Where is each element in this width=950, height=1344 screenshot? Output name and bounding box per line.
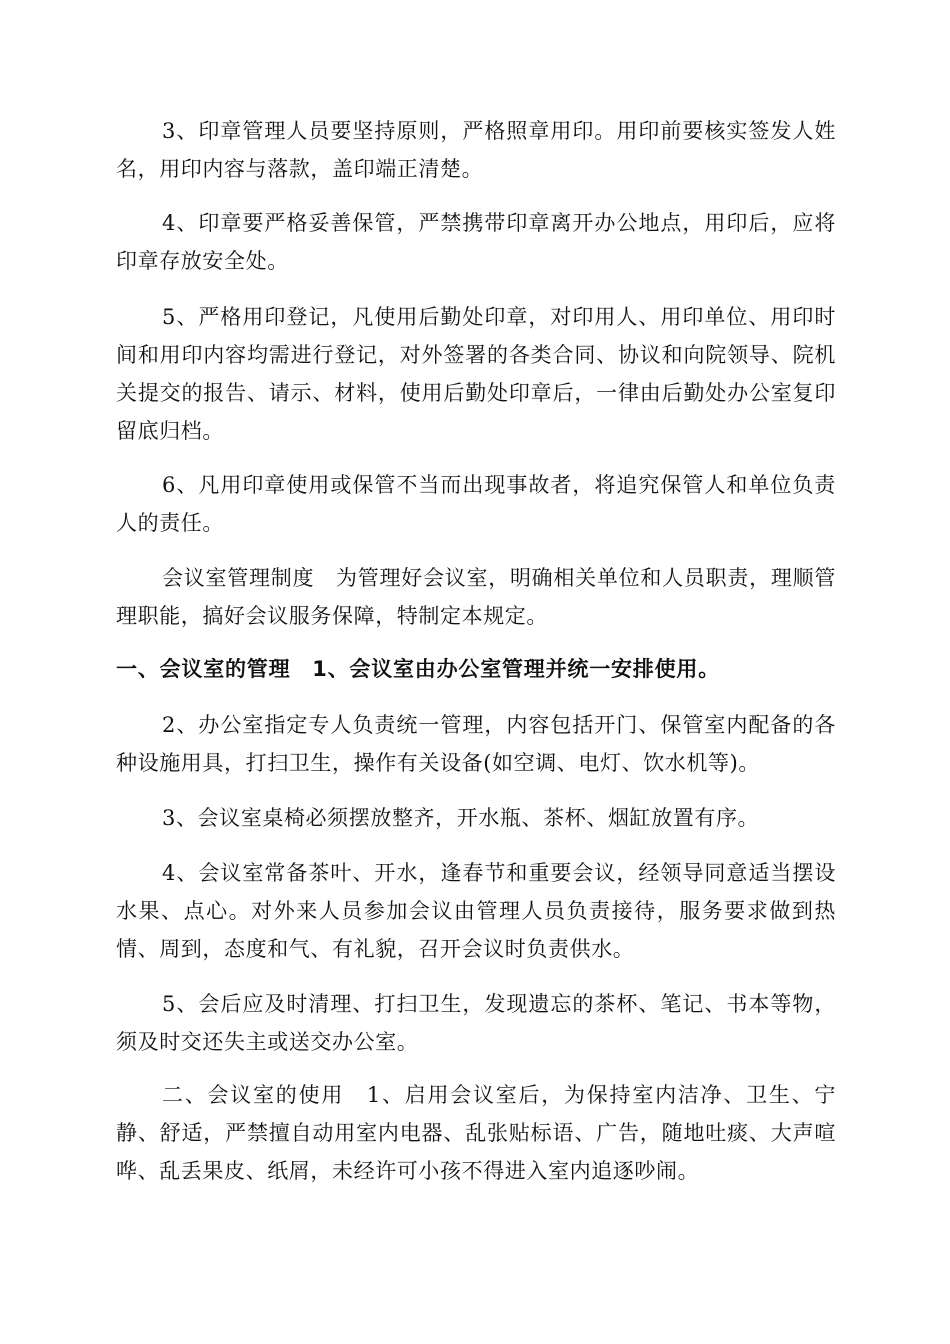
paragraph-seal-rule-4: 4、印章要严格妥善保管，严禁携带印章离开办公地点，用印后，应将印章存放安全处。 (116, 211, 836, 273)
paragraph-management-5: 5、会后应及时清理、打扫卫生，发现遗忘的茶杯、笔记、书本等物，须及时交还失主或送交办公室。 (116, 992, 836, 1054)
paragraph-seal-rule-6: 6、凡用印章使用或保管不当而出现事故者，将追究保管人和单位负责人的责任。 (116, 473, 836, 535)
section-heading-management: 一、会议室的管理 1、会议室由办公室管理并统一安排使用。 (116, 657, 721, 681)
paragraph-management-3: 3、会议室桌椅必须摆放整齐，开水瓶、茶杯、烟缸放置有序。 (162, 806, 760, 830)
paragraph-management-4: 4、会议室常备茶叶、开水，逢春节和重要会议，经领导同意适当摆设水果、点心。对外来人员参加会议由管理人员负责接待，服务要求做到热情、周到，态度和气、有礼貌，召开会议时负责供水。 (116, 861, 836, 961)
paragraph-seal-rule-5: 5、严格用印登记，凡使用后勤处印章，对印用人、用印单位、用印时间和用印内容均需进行登记，对外签署的各类合同、协议和向院领导、院机关提交的报告、请示、材料，使用后勤处印章后，一律由后勤处办公室复印留底归档。 (116, 305, 836, 443)
paragraph-meeting-room-intro: 会议室管理制度 为管理好会议室，明确相关单位和人员职责，理顺管理职能，搞好会议服务保障，特制定本规定。 (116, 566, 836, 628)
paragraph-management-2: 2、办公室指定专人负责统一管理，内容包括开门、保管室内配备的各种设施用具，打扫卫生，操作有关设备(如空调、电灯、饮水机等)。 (116, 713, 836, 775)
paragraph-usage-1: 二、会议室的使用 1、启用会议室后，为保持室内洁净、卫生、宁静、舒适，严禁擅自动用室内电器、乱张贴标语、广告，随地吐痰、大声喧哗、乱丢果皮、纸屑，未经许可小孩不得进入室内追逐吵闹。 (116, 1083, 836, 1183)
paragraph-seal-rule-3: 3、印章管理人员要坚持原则，严格照章用印。用印前要核实签发人姓名，用印内容与落款，盖印端正清楚。 (116, 119, 836, 181)
